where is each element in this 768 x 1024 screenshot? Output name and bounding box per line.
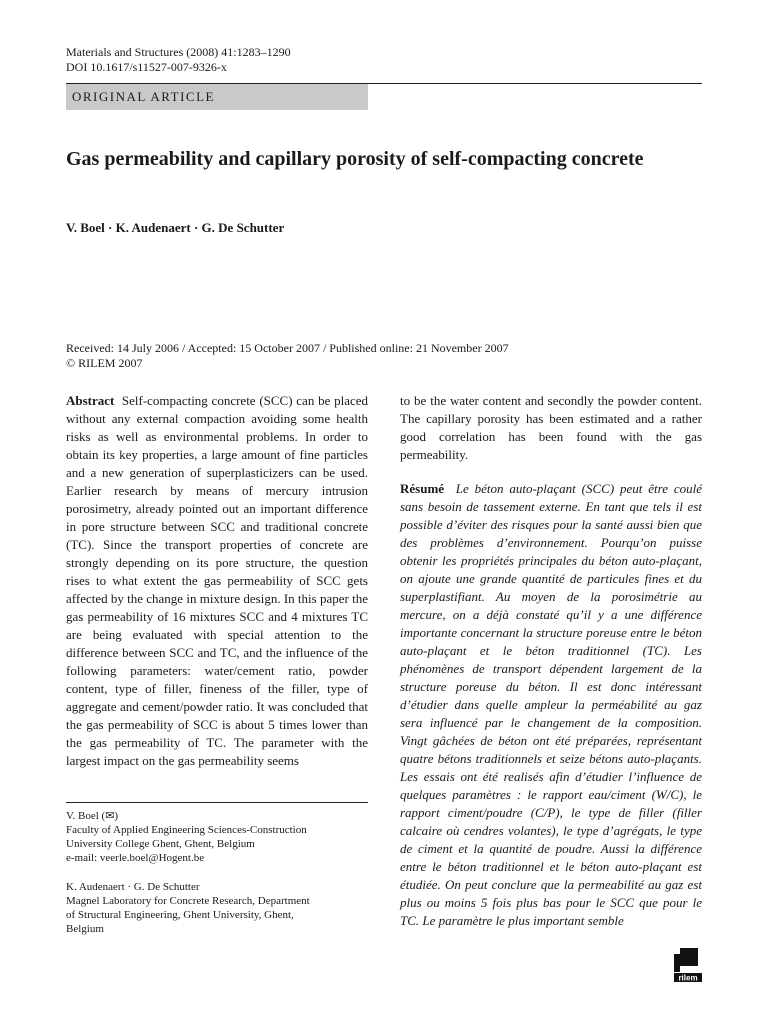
affiliation-author-name: V. Boel (✉) — [66, 810, 119, 822]
author-email-link[interactable]: e-mail: veerle.boel@Hogent.be — [66, 852, 205, 864]
article-title: Gas permeability and capillary porosity of self-compacting concrete — [66, 148, 644, 170]
journal-header — [66, 45, 291, 75]
rilem-logo-text: rilem — [678, 973, 698, 982]
author-list: V. Boel · K. Audenaert · G. De Schutter — [66, 220, 285, 235]
affiliation-divider — [66, 802, 368, 803]
abstract-heading: Abstract — [66, 393, 115, 408]
affiliation-line: Faculty of Applied Engineering Sciences-Construction — [66, 824, 307, 836]
affiliation-author-name: K. Audenaert · G. De Schutter — [66, 881, 200, 893]
resume-text: Le béton auto-plaçant (SCC) peut être coulé sans besoin de tassement externe. En tant que tels il est possible d’éviter des risques pour la santé aussi bien que des problèmes d’environnement. Pourqu’on puisse obtenir les propriétés principales du béton auto-plaçant, on ajoute une grande quantité de particules fines et du superplastifiant. Au moyen de la porosimétrie au mercure, on a déjà constaté qu’il y a une différence importante concernant la structure poreuse entre le béton auto-plaçant et le béton traditionnel (TC). Les phénomènes de transport dépendent largement de la structure poreuse du béton. Il est donc intéressant d’étudier dans quelle ampleur la perméabilité au gaz sera influencé par le changement de la composition. Vingt gâchées de béton ont été préparées, représentant quatre bétons traditionnels et seize bétons auto-plaçants. Les essais ont été realisés afin d’étudier l’influence de quelques paramètres : le rapport eau/ciment (W/C), le rapport ciment/poudre (C/P), le type de filler (filler calcaire où cendres volantes), le type d’agrégats, le type de ciment et la quantité de poudre. Aussi la différence entre le béton traditionnel et le béton auto-plaçant est étudiée. On peut conclure que la permeabilité au gaz est plus ou moins 5 fois plus bas pour le SCC que pour le TC. Le paramètre le plus important semble — [400, 481, 702, 928]
copyright-notice: © RILEM 2007 — [66, 356, 143, 370]
left-column — [66, 392, 368, 770]
journal-citation: Materials and Structures (2008) 41:1283–1290 — [66, 45, 291, 59]
rilem-logo-icon — [672, 946, 704, 982]
rilem-logo-graphic — [672, 946, 704, 982]
affiliation-line: Magnel Laboratory for Concrete Research, Department — [66, 895, 310, 907]
journal-doi[interactable]: DOI 10.1617/s11527-007-9326-x — [66, 60, 227, 74]
article-type-banner: ORIGINAL ARTICLE — [66, 84, 368, 110]
abstract-text-left: Self-compacting concrete (SCC) can be placed without any external compaction avoiding some health risks as well as environmental problems. In order to obtain its key properties, a large amount of fine particles and a new generation of superplasticizers can be used. Earlier research by means of mercury intrusion porosimetry, already pointed out an important difference in pore structure between SCC and traditional concrete (TC). Since the transport properties of concrete are strongly depending on its pore structure, the question rises to what extent the gas permeability of SCC gets affected by the change in mixture design. In this paper the gas permeability of 16 mixtures SCC and 4 mixtures TC are being evaluated with special attention to the difference between SCC and TC, and the influence of the following parameters: water/cement ratio, powder content, type of filler, fineness of the filler, type of aggregate and cement/powder ratio. It was concluded that the gas permeability of SCC is about 5 times lower than the gas permeability of TC. The parameter with the largest impact on the gas permeability seems — [66, 393, 369, 768]
publication-dates — [66, 341, 509, 371]
affiliation-boel — [66, 809, 368, 865]
publication-history: Received: 14 July 2006 / Accepted: 15 October 2007 / Published online: 21 November 2007 — [66, 341, 509, 355]
affiliation-audenaert-deschutter — [66, 880, 368, 936]
right-column — [400, 392, 702, 930]
resume-heading: Résumé — [400, 481, 445, 496]
affiliation-line: of Structural Engineering, Ghent University, Ghent, — [66, 909, 294, 921]
affiliation-line: University College Ghent, Ghent, Belgium — [66, 838, 255, 850]
abstract-continuation: to be the water content and secondly the powder content. The capillary porosity has been estimated and a rather good correlation has been found with the gas permeability. — [400, 393, 702, 462]
affiliation-line: Belgium — [66, 923, 104, 935]
resume-paragraph — [400, 480, 702, 930]
abstract-paragraph — [66, 392, 368, 770]
